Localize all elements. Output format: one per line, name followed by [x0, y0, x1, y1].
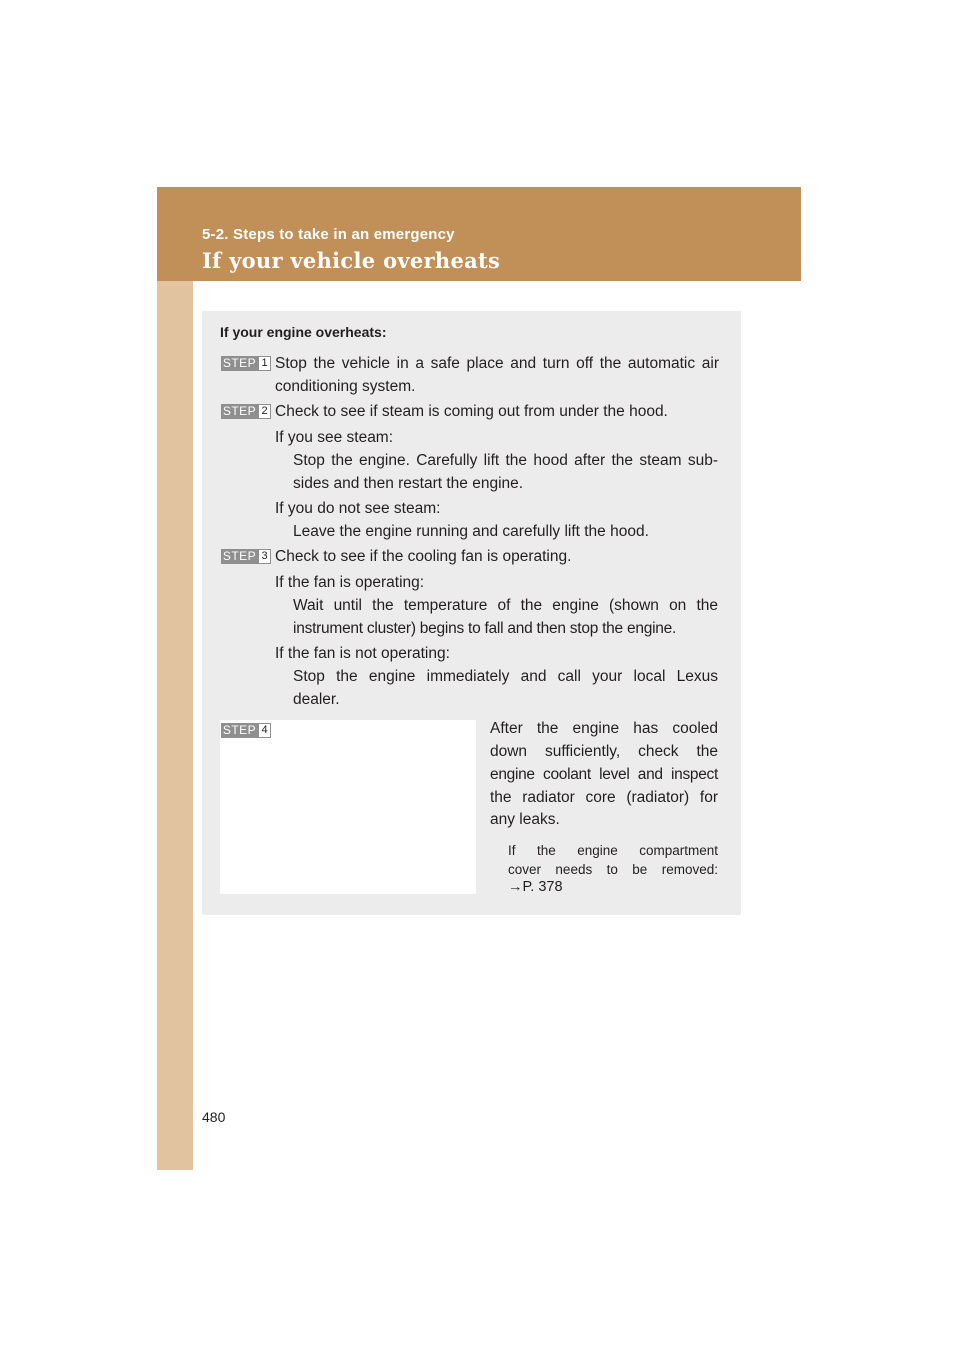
step-word: STEP [222, 404, 257, 418]
step-4-line-1: After the engine has cooled [490, 720, 718, 737]
step-2-case-1-label: If you see steam: [275, 429, 394, 446]
step-4-label [221, 723, 271, 738]
page-reference-link[interactable]: →P. 378 [508, 879, 563, 895]
step-3-case-1-line-1: Wait until the temperature of the engine (shown on the [293, 597, 718, 614]
step-2-label [221, 404, 271, 419]
page-title: If your vehicle overheats [202, 248, 501, 273]
step-number: 1 [258, 356, 271, 371]
step-3-case-2-label: If the fan is not operating: [275, 645, 450, 662]
step-3-label [221, 549, 271, 564]
step-2-case-1-line-1: Stop the engine. Carefully lift the hood after the steam sub- [293, 452, 718, 469]
step-4-line-4: the radiator core (radiator) for [490, 789, 718, 806]
box-title: If your engine overheats: [220, 324, 387, 340]
left-margin-strip [157, 187, 193, 1170]
step-2-case-2-line-1: Leave the engine running and carefully lift the hood. [293, 523, 649, 540]
step-3-text: Check to see if the cooling fan is operating. [275, 548, 572, 565]
step-4-line-2: down sufficiently, check the [490, 743, 718, 760]
section-label: 5-2. Steps to take in an emergency [202, 226, 455, 243]
step-number: 4 [258, 723, 271, 738]
step-4-note-line-2: cover needs to be removed: [508, 862, 718, 877]
step-1-label [221, 356, 271, 371]
step-2-case-1-line-2: sides and then restart the engine. [293, 475, 524, 492]
step-1-line-2: conditioning system. [275, 378, 416, 395]
step-3-case-2-line-1: Stop the engine immediately and call your local Lexus [293, 668, 718, 685]
step-4-line-5: any leaks. [490, 811, 560, 828]
step-4-line-3: engine coolant level and inspect [490, 766, 718, 783]
step-2-text: Check to see if steam is coming out from under the hood. [275, 403, 668, 420]
illustration-area [220, 720, 476, 894]
step-4-note-line-1: If the engine compartment [508, 843, 718, 858]
step-3-case-1-label: If the fan is operating: [275, 574, 425, 591]
step-3-case-1-line-2: instrument cluster) begins to fall and then stop the engine. [293, 620, 677, 637]
step-1-line-1: Stop the vehicle in a safe place and turn off the automatic air [275, 355, 719, 372]
step-number: 2 [258, 404, 271, 419]
step-word: STEP [222, 549, 257, 563]
step-word: STEP [222, 356, 257, 370]
page-number: 480 [202, 1109, 226, 1125]
step-2-case-2-label: If you do not see steam: [275, 500, 441, 517]
step-word: STEP [222, 723, 257, 737]
step-3-case-2-line-2: dealer. [293, 691, 340, 708]
step-number: 3 [258, 549, 271, 564]
